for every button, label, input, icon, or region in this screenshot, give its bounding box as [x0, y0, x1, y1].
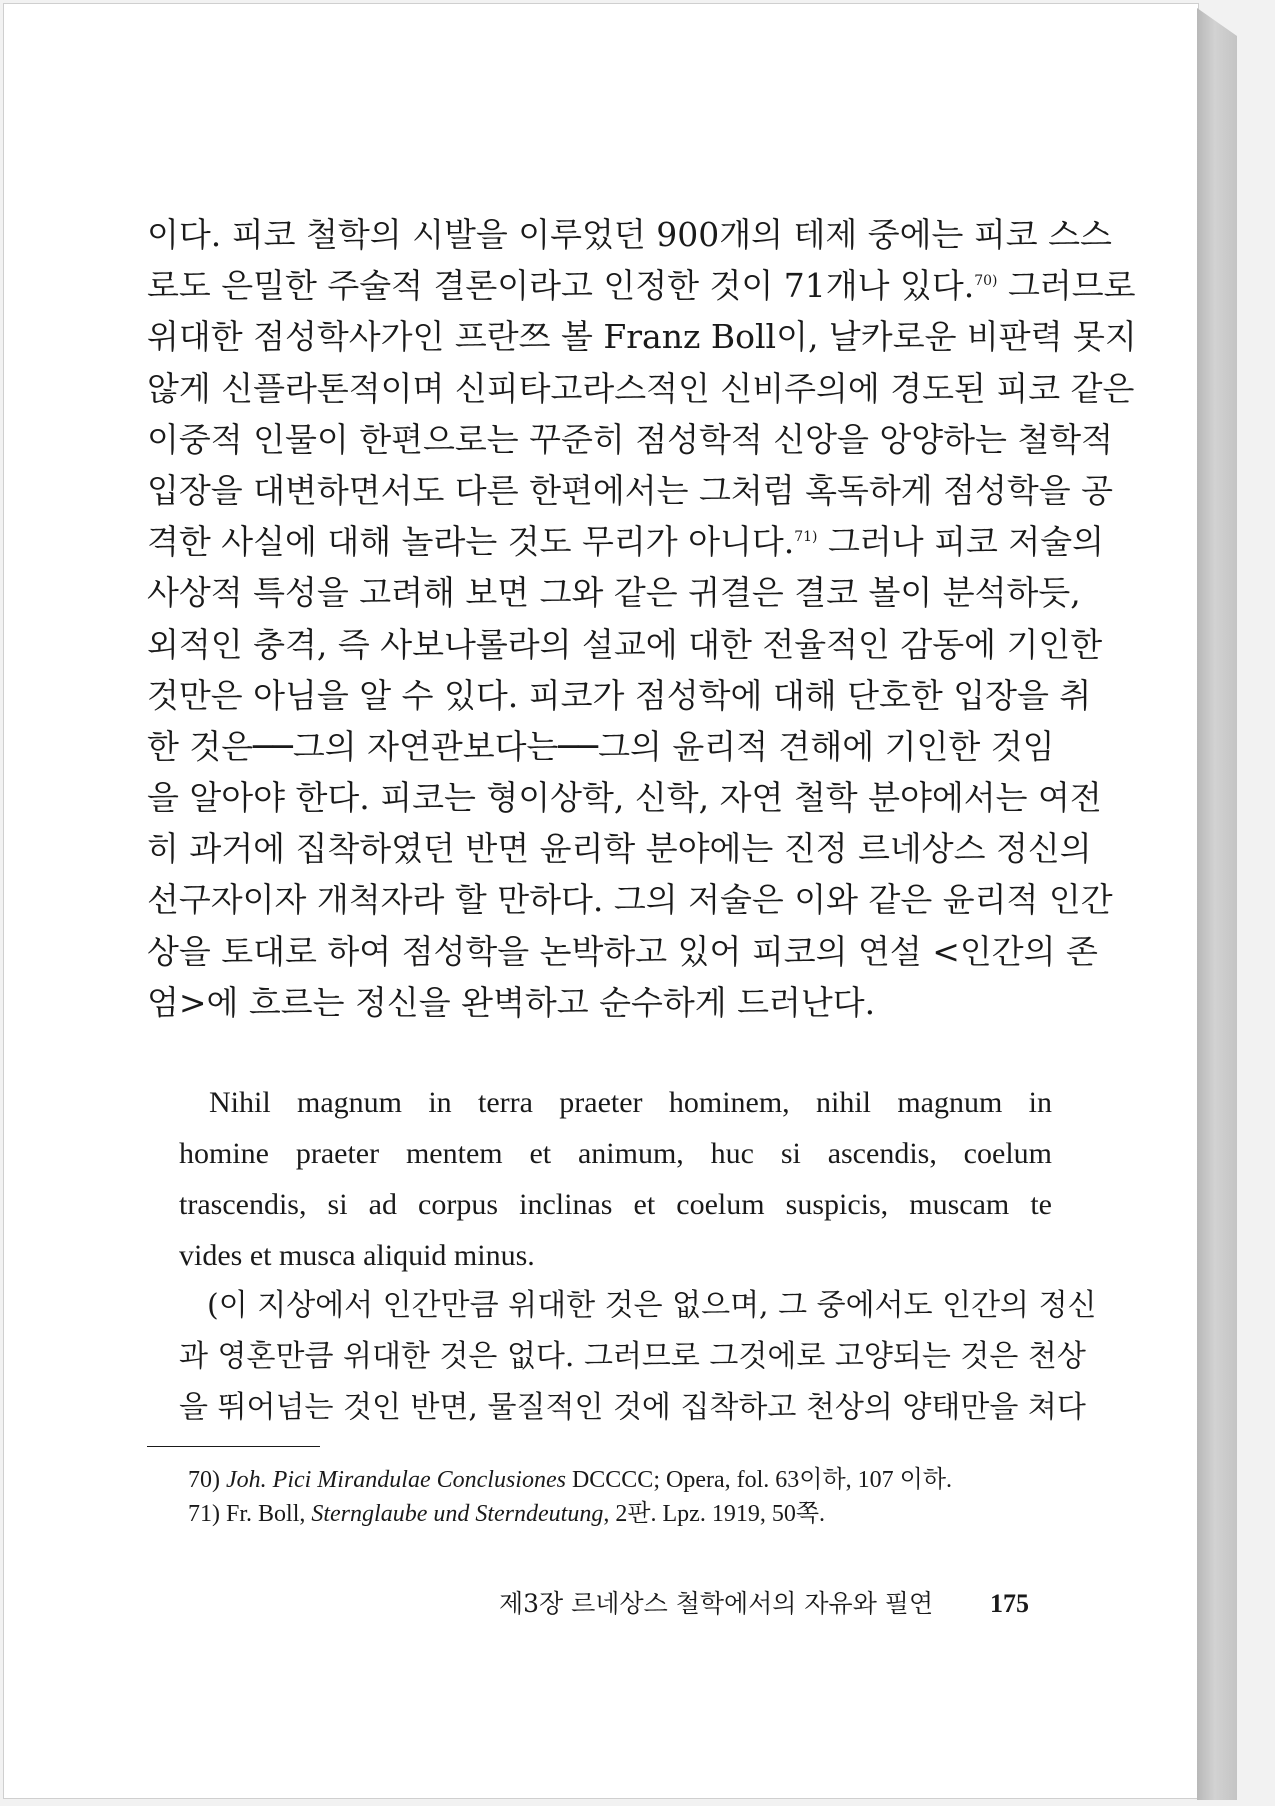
- quote-line-1: Nihil magnum in terra praeter hominem, nihil magnum in: [209, 1086, 1052, 1119]
- body-line-5: 이중적 인물이 한편으로는 꾸준히 점성학적 신앙을 앙양하는 철학적: [147, 419, 1114, 459]
- footnote-ref-70[interactable]: 70): [974, 273, 998, 290]
- footnote-71-author: Fr. Boll,: [226, 1501, 312, 1527]
- body-text: [147, 209, 1137, 1028]
- quote-line-2: homine praeter mentem et animum, huc si ascendis, coelum: [179, 1137, 1052, 1170]
- body-line-6: 입장을 대변하면서도 다른 한편에서는 그처럼 혹독하게 점성학을 공: [147, 470, 1114, 510]
- running-footer: [499, 1584, 1029, 1620]
- body-line-16: 엄>에 흐르는 정신을 완벽하고 순수하게 드러난다.: [147, 982, 876, 1022]
- footnote-divider: [147, 1446, 320, 1447]
- body-line-11: 한 것은──그의 자연관보다는──그의 윤리적 견해에 기인한 것임: [147, 726, 1055, 766]
- quote-line-4: vides et musca aliquid minus.: [179, 1239, 535, 1272]
- body-line-2-text: 로도 은밀한 주술적 결론이라고 인정한 것이 71개나 있다.: [147, 266, 975, 306]
- footnote-70: [188, 1463, 1068, 1497]
- body-line-12: 을 알아야 한다. 피코는 형이상학, 신학, 자연 철학 분야에서는 여전: [147, 778, 1102, 818]
- chapter-title: 제3장 르네상스 철학에서의 자유와 필연: [499, 1589, 934, 1618]
- footnote-71-number: 71): [188, 1501, 220, 1527]
- footnote-70-title: Joh. Pici Mirandulae Conclusiones: [226, 1467, 566, 1493]
- footnote-71: [188, 1497, 1068, 1531]
- korean-translation: [179, 1280, 1097, 1433]
- footnote-70-number: 70): [188, 1467, 220, 1493]
- book-page: [3, 3, 1199, 1799]
- body-line-13: 히 과거에 집착하였던 반면 윤리학 분야에는 진정 르네상스 정신의: [147, 829, 1092, 869]
- body-line-8: 사상적 특성을 고려해 보면 그와 같은 귀결은 결코 볼이 분석하듯,: [147, 573, 1081, 613]
- footnote-ref-71[interactable]: 71): [794, 529, 818, 546]
- body-line-7-text: 격한 사실에 대해 놀라는 것도 무리가 아니다.: [147, 522, 795, 562]
- body-line-15: 상을 토대로 하여 점성학을 논박하고 있어 피코의 연설 <인간의 존: [147, 931, 1098, 971]
- body-line-4: 않게 신플라톤적이며 신피타고라스적인 신비주의에 경도된 피코 같은: [147, 368, 1135, 408]
- footnote-71-rest: , 2판. Lpz. 1919, 50쪽.: [603, 1501, 826, 1527]
- translation-line-2: 과 영혼만큼 위대한 것은 없다. 그러므로 그것에로 고양되는 것은 천상: [179, 1339, 1086, 1374]
- footnotes: [188, 1463, 1068, 1531]
- translation-line-1: (이 지상에서 인간만큼 위대한 것은 없으며, 그 중에서도 인간의 정신: [207, 1288, 1097, 1323]
- footnote-70-rest: DCCCC; Opera, fol. 63이하, 107 이하.: [565, 1467, 953, 1493]
- footnote-71-title: Sternglaube und Sterndeutung: [311, 1501, 604, 1527]
- translation-line-3: 을 뛰어넘는 것인 반면, 물질적인 것에 집착하고 천상의 양태만을 쳐다: [179, 1390, 1086, 1425]
- page-stack-edge: [1197, 8, 1237, 1800]
- body-line-2: [147, 260, 1136, 311]
- body-line-7: [147, 516, 1105, 567]
- body-line-10: 것만은 아님을 알 수 있다. 피코가 점성학에 대해 단호한 입장을 취: [147, 675, 1092, 715]
- body-line-14: 선구자이자 개척자라 할 만하다. 그의 저술은 이와 같은 윤리적 인간: [147, 880, 1113, 920]
- body-line-1: 이다. 피코 철학의 시발을 이루었던 900개의 테제 중에는 피코 스스: [147, 215, 1112, 254]
- body-line-2-tail: 그러므로: [997, 266, 1136, 306]
- body-line-3: 위대한 점성학사가인 프란쯔 볼 Franz Boll이, 날카로운 비판력 못지: [147, 317, 1137, 357]
- quote-line-3: trascendis, si ad corpus inclinas et coelum suspicis, muscam te: [179, 1188, 1052, 1221]
- page-number: 175: [990, 1589, 1029, 1618]
- body-line-7-tail: 그러나 피코 저술의: [817, 522, 1105, 562]
- body-line-9: 외적인 충격, 즉 사보나롤라의 설교에 대한 전율적인 감동에 기인한: [147, 624, 1103, 664]
- latin-quotation: [179, 1077, 1052, 1281]
